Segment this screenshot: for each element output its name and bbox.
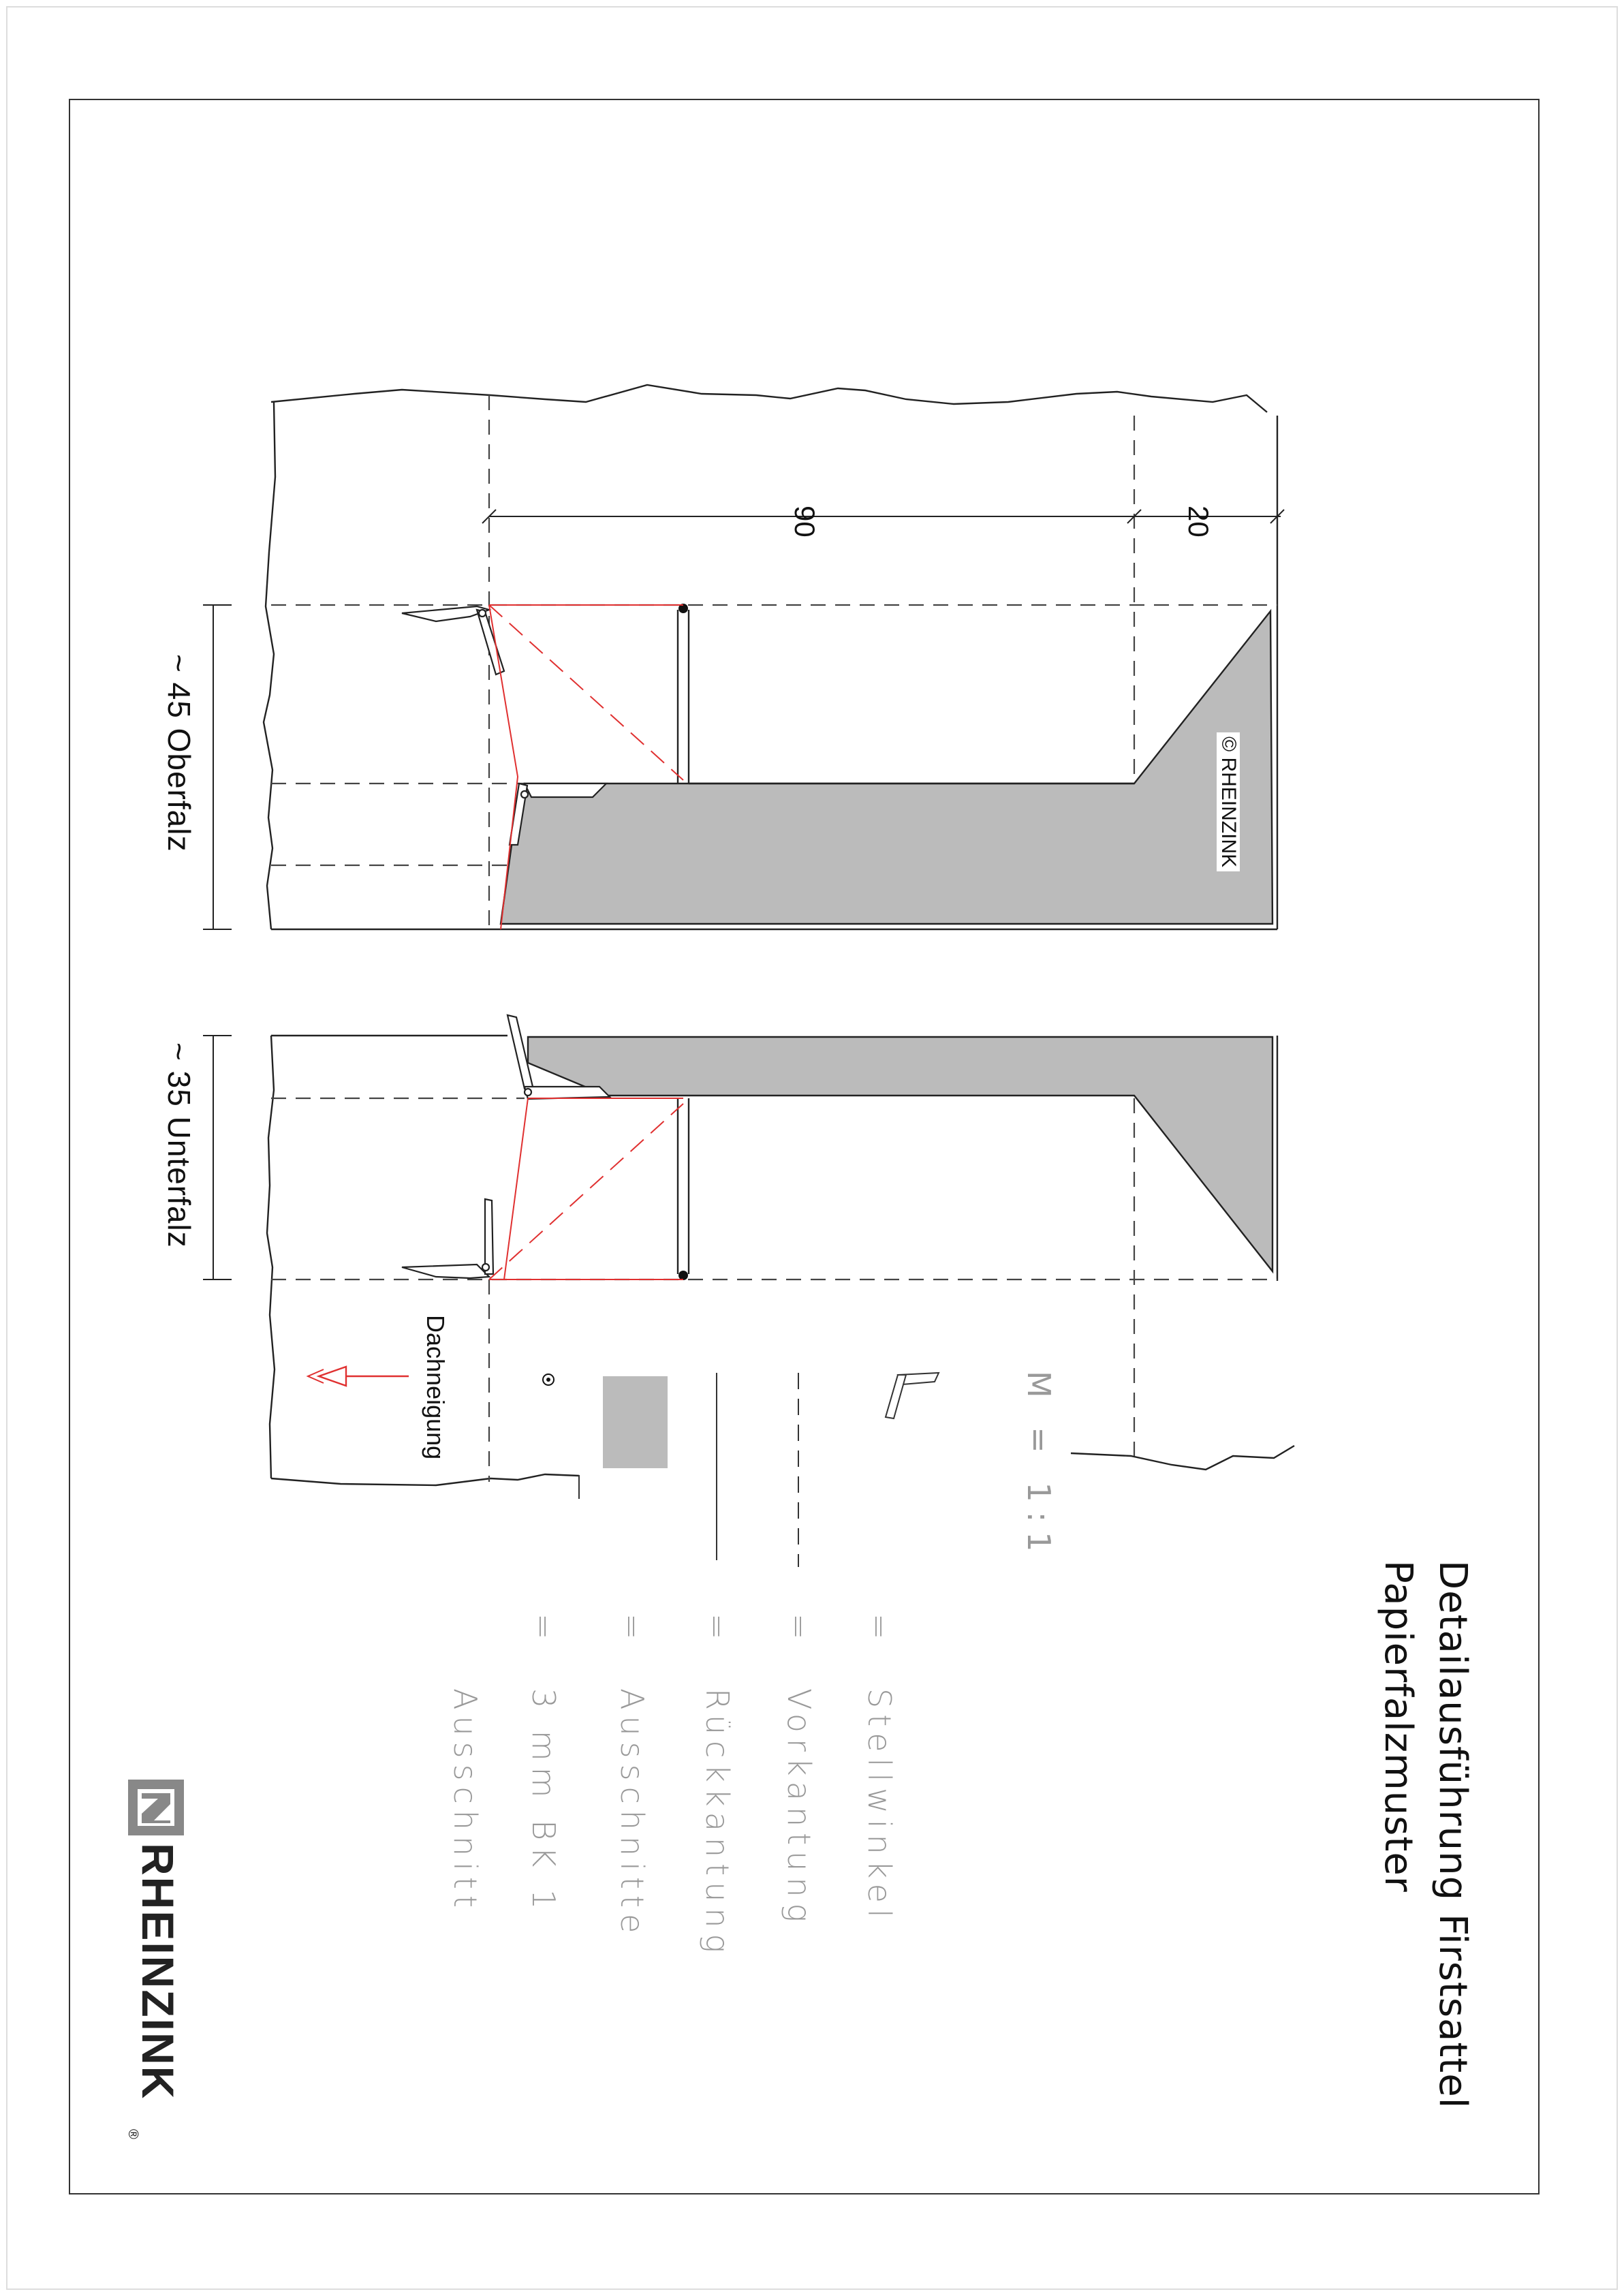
legend-label-ausschnitt: Ausschnitt bbox=[447, 1688, 484, 1914]
scale-label: M = 1:1 bbox=[1020, 1371, 1057, 1562]
page-outer-border bbox=[7, 7, 1617, 2289]
legend-symbol-ausschnitte bbox=[603, 1376, 668, 1468]
dimension-label-unterfalz: ~ 35 Unterfalz bbox=[161, 1042, 197, 1248]
legend-label-rueckkantung: Rückkantung bbox=[699, 1688, 736, 1959]
legend-eq-bohrung: = bbox=[525, 1613, 562, 1646]
legend-label-ausschnitte: Ausschnitte bbox=[614, 1688, 651, 1940]
legend-eq-stellwinkel: = bbox=[861, 1613, 898, 1646]
legend-eq-rueckkantung: = bbox=[699, 1613, 736, 1646]
legend-label-vorkantung: Vorkantung bbox=[781, 1688, 817, 1929]
roof-slope-label: Dachneigung bbox=[422, 1315, 450, 1460]
back-fold-line-bottom bbox=[678, 1098, 689, 1274]
rheinzink-wordmark: RHEINZINK bbox=[133, 1843, 183, 2100]
legend-label-bohrung: 3 mm BK 1 bbox=[525, 1688, 562, 1916]
cutout-region-top bbox=[501, 611, 1272, 924]
dimension-label-90: 90 bbox=[789, 506, 821, 538]
dimension-unterfalz bbox=[203, 1036, 232, 1279]
title-line1: Detailausführung Firstsattel bbox=[1431, 1560, 1475, 2109]
back-fold-line-top bbox=[678, 610, 1134, 784]
roof-slope-arrow bbox=[308, 1367, 409, 1386]
cutout-region-bottom bbox=[528, 1037, 1272, 1271]
copyright-stamp: © RHEINZINK bbox=[1217, 732, 1240, 871]
rheinzink-logo-icon bbox=[128, 1780, 184, 1835]
paper-pattern-outline bbox=[264, 385, 1294, 1485]
registered-mark: ® bbox=[125, 2129, 140, 2139]
legend-eq-ausschnitte: = bbox=[614, 1613, 651, 1646]
legend-symbol-stellwinkel bbox=[886, 1373, 939, 1418]
dimension-oberfalz bbox=[203, 605, 232, 929]
legend-label-stellwinkel: Stellwinkel bbox=[861, 1688, 898, 1924]
title-line2: Papierfalzmuster bbox=[1376, 1560, 1420, 1893]
dimension-label-20: 20 bbox=[1183, 506, 1215, 538]
red-fold-lines bbox=[489, 605, 683, 1279]
legend-eq-vorkantung: = bbox=[781, 1613, 817, 1646]
dimension-label-oberfalz: ~ 45 Oberfalz bbox=[161, 654, 197, 852]
drill-hole-bottom bbox=[678, 1271, 688, 1280]
